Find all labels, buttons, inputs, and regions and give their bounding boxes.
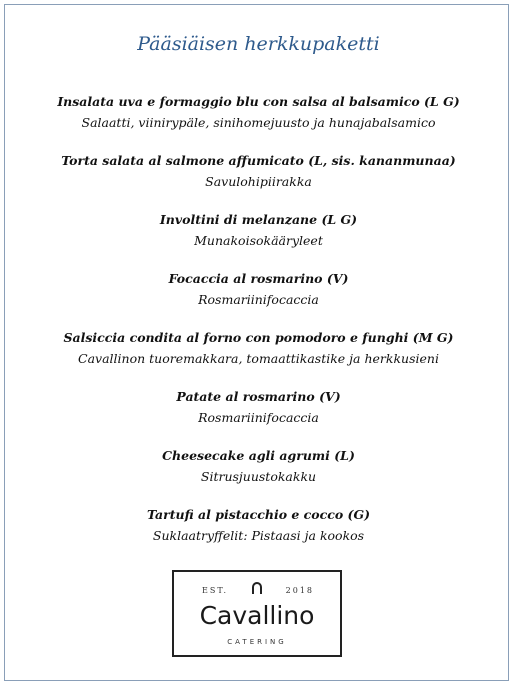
dish-name-italian: Patate al rosmarino (V) xyxy=(176,389,341,404)
cavallino-logo xyxy=(172,570,342,657)
menu-item xyxy=(0,151,517,210)
logo-name: Cavallino xyxy=(199,601,315,630)
menu-title: Pääsiäisen herkkupaketti xyxy=(137,33,380,55)
dish-name-finnish: Rosmariinifocaccia xyxy=(198,292,319,307)
dish-name-italian: Cheesecake agli agrumi (L) xyxy=(162,448,355,463)
menu-item xyxy=(0,92,517,151)
menu-item xyxy=(0,269,517,328)
menu-item xyxy=(0,446,517,505)
dish-name-finnish: Suklaatryffelit: Pistaasi ja kookos xyxy=(152,528,365,543)
menu-item xyxy=(0,328,517,387)
dish-name-italian: Focaccia al rosmarino (V) xyxy=(168,271,349,286)
dish-name-italian: Torta salata al salmone affumicato (L, sis. kananmunaa) xyxy=(61,153,456,168)
dish-name-finnish: Sitrusjuustokakku xyxy=(200,469,317,484)
menu-list xyxy=(0,92,517,564)
dish-name-finnish: Cavallinon tuoremakkara, tomaattikastike ja herkkusieni xyxy=(78,351,439,366)
dish-name-italian: Tartufi al pistacchio e cocco (G) xyxy=(146,507,371,522)
menu-item xyxy=(0,210,517,269)
dish-name-finnish: Salaatti, viinirypäle, sinihomejuusto ja hunajabalsamico xyxy=(81,115,436,130)
logo-est: EST. xyxy=(202,586,229,595)
dish-name-italian: Involtini di melanzane (L G) xyxy=(159,212,358,227)
dish-name-italian: Insalata uva e formaggio blu con salsa al balsamico (L G) xyxy=(57,94,460,109)
horseshoe-icon xyxy=(251,581,263,600)
menu-item xyxy=(0,387,517,446)
logo-year: 2018 xyxy=(285,586,314,595)
dish-name-finnish: Munakoisokääryleet xyxy=(194,233,323,248)
dish-name-italian: Salsiccia condita al forno con pomodoro e funghi (M G) xyxy=(63,330,454,345)
logo-subtitle: CATERING xyxy=(227,638,287,646)
dish-name-finnish: Rosmariinifocaccia xyxy=(198,410,319,425)
dish-name-finnish: Savulohipiirakka xyxy=(205,174,312,189)
menu-item xyxy=(0,505,517,564)
